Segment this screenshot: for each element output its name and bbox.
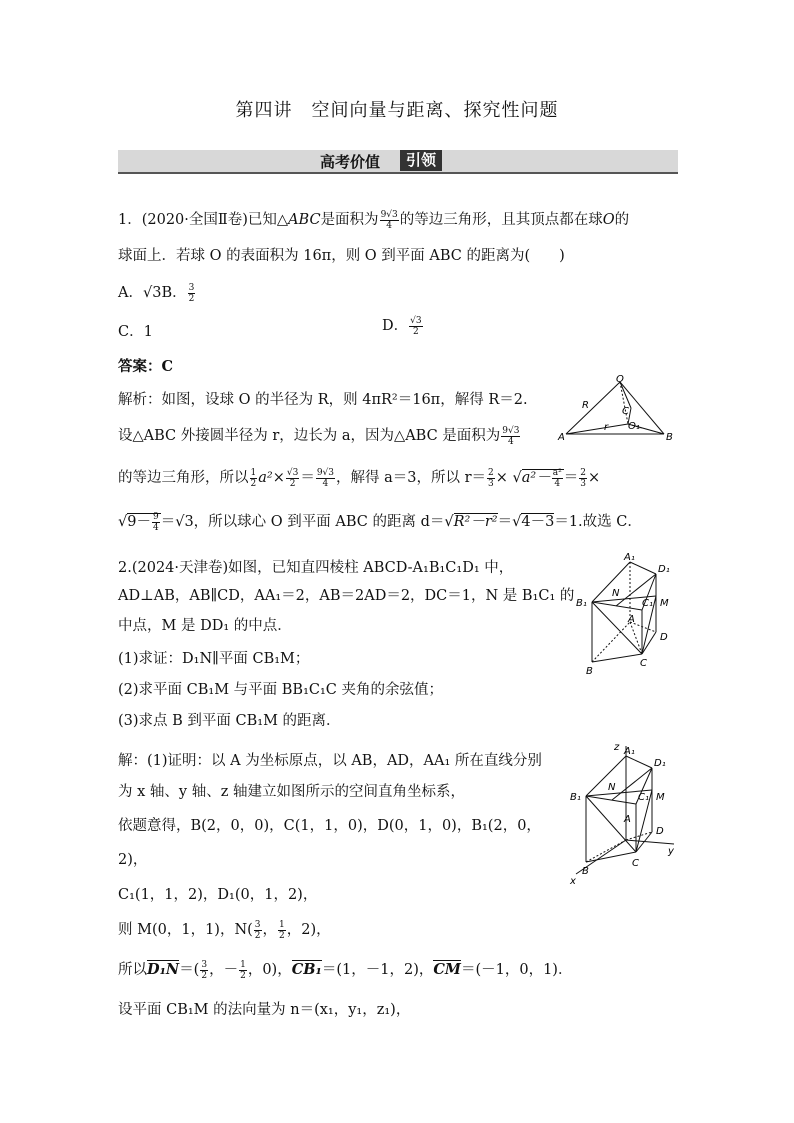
q2-solution-line1: 解：(1)证明：以 A 为坐标原点，以 AB，AD，AA₁ 所在直线分别 [118,753,542,769]
label-R: R [582,400,589,411]
label-r: r [604,422,609,433]
label-C: C [622,406,629,417]
label-C: C [632,858,639,869]
q2-part1: (1)求证：D₁N∥平面 CB₁M； [118,651,310,667]
label-B: B [666,432,673,442]
figure-prism-axes [562,740,680,888]
label-M: M [660,598,669,609]
q1-answer: 答案：C [118,358,174,375]
q2-solution-line2: 为 x 轴、y 轴、z 轴建立如图所示的空间直角坐标系， [118,784,465,800]
label-C: C [640,658,647,669]
label-B: B [586,666,593,677]
q2-line1: 2.(2024·天津卷)如图，已知直四棱柱 ABCD-A₁B₁C₁D₁ 中， [118,560,514,576]
q2-solution-line8: 设平面 CB₁M 的法向量为 n＝(x₁，y₁，z₁)， [118,1002,411,1018]
label-D: D [660,632,668,643]
q2-line3: 中点，M 是 DD₁ 的中点． [118,618,292,634]
label-A1: A₁ [624,746,635,757]
q1-options-ab: A．√3B． $\frac{3}{2}$ [118,282,195,304]
label-B1: B₁ [570,792,581,803]
banner-text: 高考价值 [320,153,381,171]
label-N: N [612,588,620,599]
section-banner [118,150,678,174]
label-C1: C₁ [638,792,649,803]
q2-solution-line5: C₁(1，1，2)，D₁(0，1，2)， [118,887,318,903]
fraction: $\frac{9√3}{4}$ [380,209,398,231]
q1-solution-line3: 的等边三角形，所以 $\frac{1}{2}$ a²× $\frac{√3}{2}$ ＝ $\frac{9√3}{4}$ ，解得 a＝3，所以 r＝ $\frac{2}{3}$ × √a²－ $\frac{\text{a²}}{4}$ ＝ $\frac{2}{3}$ × [118,467,601,489]
q1-option-c: C．1 [118,324,153,340]
label-M: M [656,792,665,803]
label-O: O [616,374,624,385]
q2-solution-line4: 2)， [118,852,148,868]
label-N: N [608,782,616,793]
q1-option-d: D． $\frac{√3}{2}$ [382,315,422,337]
q1-solution-line2: 设△ABC 外接圆半径为 r，边长为 a，因为△ABC 是面积为 $\frac{9√3}{4}$ [118,425,520,447]
label-D1: D₁ [654,758,666,769]
q2-solution-line6: 则 M(0，1，1)，N( $\frac{3}{2}$ ， $\frac{1}{2}$ ，2)， [118,919,331,941]
label-y: y [668,846,674,857]
q2-line2: AD⊥AB，AB∥CD，AA₁＝2，AB＝2AD＝2，DC＝1，N 是 B₁C₁ 的 [118,588,575,604]
label-B1: B₁ [576,598,587,609]
banner-badge: 引领 [400,150,442,171]
q2-part3: (3)求点 B 到平面 CB₁M 的距离． [118,713,341,729]
page-title: 第四讲 空间向量与距离、探究性问题 [235,100,559,121]
label-A: A [624,814,631,825]
q2-solution-line7: 所以D₁N＝( $\frac{3}{2}$ ，－ $\frac{1}{2}$ ，0)，CB₁＝(1，－1，2)，CM＝(－1，0，1)． [118,959,573,981]
label-A: A [628,614,635,625]
q2-solution-line3: 依题意得，B(2，0，0)，C(1，1，0)，D(0，1，0)，B₁(2，0， [118,818,541,834]
q1-solution-line1: 解析：如图，设球 O 的半径为 R，则 4πR²＝16π，解得 R＝2. [118,392,528,408]
figure-sphere-triangle [556,372,680,442]
label-D: D [656,826,664,837]
label-A1: A₁ [624,552,635,563]
figure-prism [568,550,680,678]
label-D1: D₁ [658,564,670,575]
label-A: A [558,432,565,442]
q1-line1: 1．(2020·全国Ⅱ卷)已知△ABC是面积为 $\frac{9√3}{4}$ 的等边三角形，且其顶点都在球O的 [118,209,630,231]
q1-line2: 球面上．若球 O 的表面积为 16π，则 O 到平面 ABC 的距离为( ) [118,248,565,264]
label-z: z [614,742,620,753]
q2-part2: (2)求平面 CB₁M 与平面 BB₁C₁C 夹角的余弦值； [118,682,444,698]
label-x: x [570,876,576,887]
label-B: B [582,866,589,877]
label-C1: C₁ [642,598,653,609]
label-O1: O₁ [628,421,640,432]
q1-solution-line4: √9－ $\frac{9}{4}$ ＝√3，所以球心 O 到平面 ABC 的距离 d＝√R²－r²＝√4－3＝1.故选 C． [118,511,642,533]
